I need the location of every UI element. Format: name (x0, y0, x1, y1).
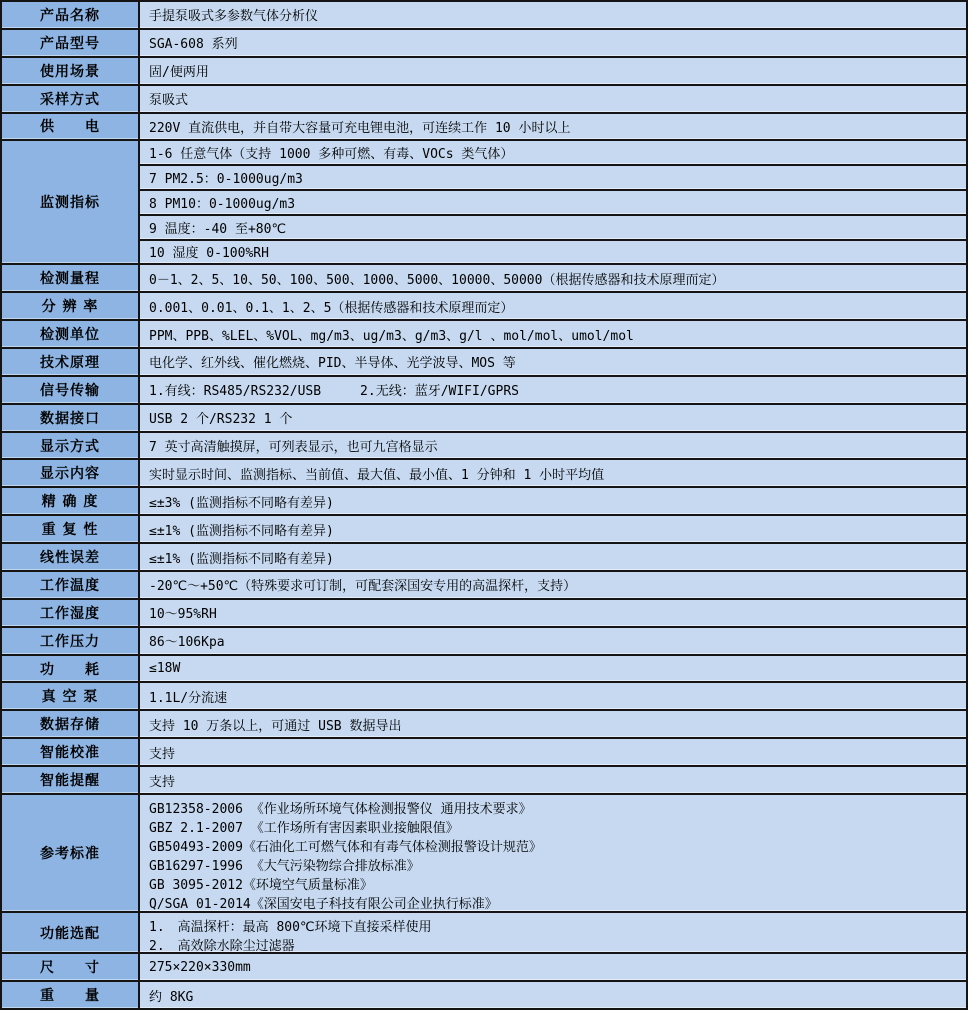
spec-value: ≤±1% (监测指标不同略有差异) (140, 544, 966, 570)
standard-item: GB12358-2006 《作业场所环境气体检测报警仪 通用技术要求》 (149, 801, 532, 817)
spec-value: 10～95%RH (140, 600, 966, 626)
row-accuracy (2, 488, 966, 516)
standard-item: GB50493-2009《石油化工可燃气体和有毒气体检测报警设计规范》 (149, 839, 542, 855)
spec-value: 支持 10 万条以上，可通过 USB 数据导出 (140, 711, 966, 737)
row-smart-reminder (2, 767, 966, 795)
spec-value: 275×220×330mm (140, 954, 966, 980)
spec-label: 精 确 度 (2, 488, 140, 514)
spec-label: 显示内容 (2, 460, 140, 486)
spec-value: 手提泵吸式多参数气体分析仪 (140, 2, 966, 28)
spec-label: 检测单位 (2, 321, 140, 347)
indicator-item: 10 湿度 0-100%RH (140, 241, 966, 264)
spec-value: 1.有线：RS485/RS232/USB 2.无线：蓝牙/WIFI/GPRS (140, 377, 966, 403)
spec-value: ≤±3% (监测指标不同略有差异) (140, 488, 966, 514)
row-linearity-error (2, 544, 966, 572)
spec-label: 工作温度 (2, 572, 140, 598)
spec-label: 使用场景 (2, 58, 140, 84)
spec-label: 供 电 (2, 114, 140, 140)
indicator-item: 7 PM2.5：0-1000ug/m3 (140, 166, 966, 191)
spec-value: 支持 (140, 767, 966, 793)
spec-label: 采样方式 (2, 86, 140, 112)
indicator-item: 8 PM10：0-1000ug/m3 (140, 191, 966, 216)
row-usage-scene (2, 58, 966, 86)
row-operating-humidity (2, 600, 966, 628)
spec-value: SGA-608 系列 (140, 30, 966, 56)
row-power-consumption (2, 656, 966, 684)
row-operating-pressure (2, 628, 966, 656)
row-display-mode (2, 433, 966, 461)
spec-label: 产品名称 (2, 2, 140, 28)
row-reference-standards (2, 795, 966, 913)
row-smart-calibration (2, 739, 966, 767)
spec-value: PPM、PPB、%LEL、%VOL、mg/m3、ug/m3、g/m3、g/l 、mol/mol、umol/mol (140, 321, 966, 347)
spec-value: ≤±1% (监测指标不同略有差异) (140, 516, 966, 542)
option-item: 2. 高效除水除尘过滤器 (149, 939, 295, 955)
indicator-sublist (140, 141, 966, 263)
spec-label: 分 辨 率 (2, 293, 140, 319)
row-model (2, 30, 966, 58)
row-weight (2, 982, 966, 1008)
spec-label: 信号传输 (2, 377, 140, 403)
row-dimensions (2, 954, 966, 982)
standards-list (140, 795, 966, 911)
spec-value: 220V 直流供电，并自带大容量可充电锂电池，可连续工作 10 小时以上 (140, 114, 966, 140)
indicator-item: 1-6 任意气体（支持 1000 多种可燃、有毒、VOCs 类气体） (140, 141, 966, 166)
standard-item: GB16297-1996 《大气污染物综合排放标准》 (149, 858, 420, 874)
row-repeatability (2, 516, 966, 544)
spec-value: -20℃～+50℃（特殊要求可订制，可配套深国安专用的高温探杆，支持） (140, 572, 966, 598)
standard-item: GB 3095-2012《环境空气质量标准》 (149, 877, 373, 893)
spec-value: ≤18W (140, 656, 966, 682)
row-detection-units (2, 321, 966, 349)
row-data-storage (2, 711, 966, 739)
spec-value: 实时显示时间、监测指标、当前值、最大值、最小值、1 分钟和 1 小时平均值 (140, 460, 966, 486)
row-product-name (2, 2, 966, 30)
option-item: 1. 高温探杆：最高 800℃环境下直接采样使用 (149, 920, 432, 936)
spec-value: 电化学、红外线、催化燃烧、PID、半导体、光学波导、MOS 等 (140, 349, 966, 375)
row-detection-range (2, 265, 966, 293)
spec-label: 功 耗 (2, 656, 140, 682)
spec-label: 智能校准 (2, 739, 140, 765)
row-power-supply (2, 114, 966, 142)
standard-item: GBZ 2.1-2007 《工作场所有害因素职业接触限值》 (149, 820, 459, 836)
spec-label: 产品型号 (2, 30, 140, 56)
spec-value: 0－1、2、5、10、50、100、500、1000、5000、10000、50000（根据传感器和技术原理而定） (140, 265, 966, 291)
row-monitor-indicators (2, 141, 966, 265)
spec-label: 工作湿度 (2, 600, 140, 626)
spec-label: 参考标准 (2, 795, 140, 911)
spec-label: 监测指标 (2, 141, 140, 263)
spec-label: 工作压力 (2, 628, 140, 654)
spec-label: 数据存储 (2, 711, 140, 737)
spec-value: 1.1L/分流速 (140, 683, 966, 709)
spec-label: 真 空 泵 (2, 683, 140, 709)
spec-label: 尺 寸 (2, 954, 140, 980)
row-operating-temp (2, 572, 966, 600)
spec-value: 0.001、0.01、0.1、1、2、5（根据传感器和技术原理而定） (140, 293, 966, 319)
row-sampling-method (2, 86, 966, 114)
row-signal-transmission (2, 377, 966, 405)
spec-value: 约 8KG (140, 982, 966, 1008)
row-display-content (2, 460, 966, 488)
spec-label: 功能选配 (2, 913, 140, 952)
spec-value: 泵吸式 (140, 86, 966, 112)
spec-label: 检测量程 (2, 265, 140, 291)
row-data-ports (2, 405, 966, 433)
row-tech-principle (2, 349, 966, 377)
options-list (140, 913, 966, 955)
spec-label: 智能提醒 (2, 767, 140, 793)
row-optional-features (2, 913, 966, 954)
spec-value: 86～106Kpa (140, 628, 966, 654)
indicator-item: 9 温度：-40 至+80℃ (140, 216, 966, 241)
row-vacuum-pump (2, 683, 966, 711)
spec-label: 技术原理 (2, 349, 140, 375)
spec-label: 重 量 (2, 982, 140, 1008)
spec-value: 固/便两用 (140, 58, 966, 84)
spec-value: 支持 (140, 739, 966, 765)
spec-label: 重 复 性 (2, 516, 140, 542)
spec-value: 7 英寸高清触摸屏，可列表显示，也可九宫格显示 (140, 433, 966, 459)
spec-label: 数据接口 (2, 405, 140, 431)
row-resolution (2, 293, 966, 321)
spec-value: USB 2 个/RS232 1 个 (140, 405, 966, 431)
spec-label: 显示方式 (2, 433, 140, 459)
standard-item: Q/SGA 01-2014《深国安电子科技有限公司企业执行标准》 (149, 896, 498, 912)
spec-label: 线性误差 (2, 544, 140, 570)
